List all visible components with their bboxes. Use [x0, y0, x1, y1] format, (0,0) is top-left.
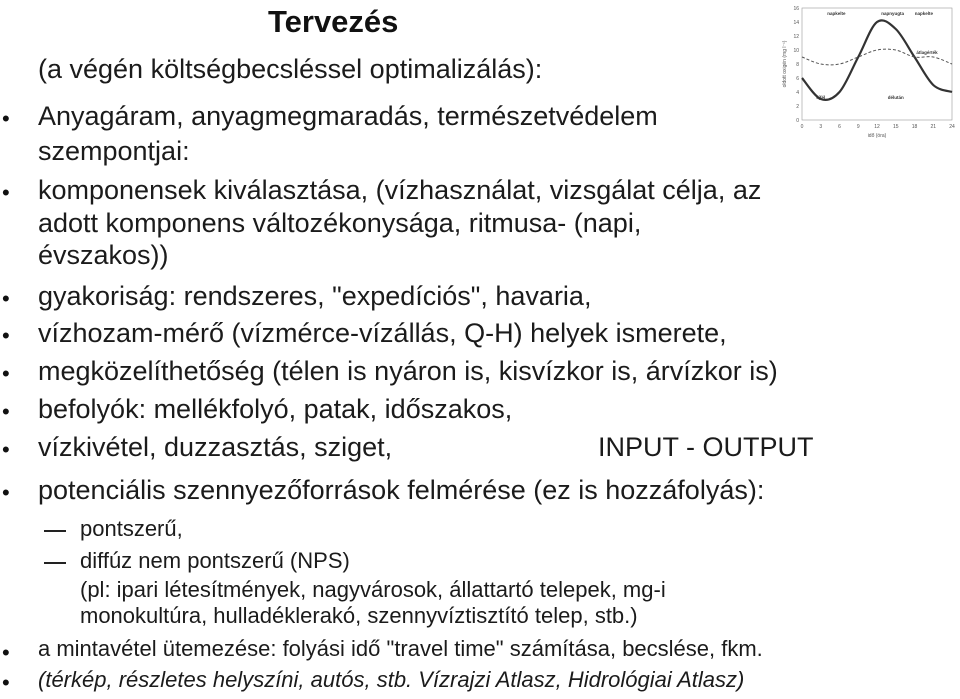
bullet-text: komponensek kiválasztása, (vízhasználat, vizsgálat célja, az [38, 175, 762, 205]
bullet-text: adott komponens változékonysága, ritmusa- (napi, [38, 208, 642, 238]
bullet-text: szempontjai: [38, 136, 190, 166]
bullet-text: évszakos)) [38, 240, 169, 270]
x-tick-label: 3 [819, 124, 823, 130]
bullet-icon: • [2, 437, 10, 462]
subitem-text: (pl: ipari létesítmények, nagyvárosok, állattartó telepek, mg-i [80, 577, 666, 602]
x-tick-label: 21 [930, 124, 937, 130]
bullet-text: a mintavétel ütemezése: folyási idő "travel time" számítása, becslése, fkm. [38, 636, 763, 661]
y-tick-label: 2 [796, 104, 799, 110]
bullet-icon: • [2, 286, 10, 311]
bullet-icon: • [2, 670, 10, 695]
bullet-text: (térkép, részletes helyszíni, autós, stb. Vízrajzi Atlasz, Hidrológiai Atlasz) [38, 667, 745, 692]
series-line [802, 20, 952, 100]
x-tick-label: 9 [856, 124, 860, 130]
bullet-icon: • [2, 323, 10, 348]
x-axis-label: idő (óra) [867, 133, 887, 139]
chart-annotation: délután [887, 95, 904, 100]
y-tick-label: 6 [796, 76, 799, 82]
y-tick-label: 10 [793, 48, 799, 54]
y-tick-label: 14 [793, 20, 799, 26]
input-output-label: INPUT - OUTPUT [598, 432, 814, 462]
chart-annotation: napkelte [827, 11, 846, 16]
chart-frame [802, 8, 952, 120]
bullet-text: befolyók: mellékfolyó, patak, időszakos, [38, 394, 513, 424]
x-tick-label: 6 [838, 124, 841, 130]
bullet-icon: • [2, 480, 10, 505]
bullet-icon: • [2, 640, 10, 665]
x-tick-label: 12 [874, 124, 880, 130]
chart-annotation: napkelte [914, 11, 934, 16]
chart-annotation: átlagérték [916, 50, 938, 55]
y-tick-label: 8 [796, 62, 799, 68]
bullet-text: megközelíthetőség (télen is nyáron is, kisvízkor is, árvízkor is) [38, 356, 778, 386]
bullet-text: gyakoriság: rendszeres, "expedíciós", havaria, [38, 281, 592, 311]
page-subtitle: (a végén költségbecsléssel optimalizálás): [38, 54, 543, 84]
page-title: Tervezés [268, 4, 399, 39]
subitem-text: monokultúra, hulladéklerakó, szennyvíztisztító telep, stb.) [80, 603, 638, 628]
chart-annotation: napnyugta [881, 11, 905, 16]
bullet-icon: • [2, 361, 10, 386]
chart-annotation: éjfél [816, 95, 826, 100]
bullet-text: potenciális szennyezőforrások felmérése (ez is hozzáfolyás): [38, 475, 765, 505]
bullet-icon: • [2, 106, 10, 131]
subitem-text: diffúz nem pontszerű (NPS) [80, 548, 350, 573]
y-tick-label: 16 [793, 6, 799, 12]
y-axis-label: oldott oxigén (mg l⁻¹) [782, 40, 788, 88]
bullet-icon: • [2, 180, 10, 205]
dissolved-oxygen-chart [780, 0, 960, 145]
y-tick-label: 12 [793, 34, 799, 40]
subitem-text: pontszerű, [80, 516, 183, 541]
x-tick-label: 15 [892, 124, 899, 130]
y-tick-label: 4 [796, 90, 799, 96]
bullet-text: vízkivétel, duzzasztás, sziget, [38, 432, 393, 462]
dash-icon [44, 562, 66, 564]
x-tick-label: 18 [911, 124, 918, 130]
dash-icon [44, 530, 66, 532]
bullet-icon: • [2, 399, 10, 424]
x-tick-label: 0 [800, 124, 804, 130]
bullet-text: Anyagáram, anyagmegmaradás, természetvédelem [38, 101, 658, 131]
x-tick-label: 24 [949, 124, 955, 130]
y-tick-label: 0 [796, 118, 799, 124]
bullet-text: vízhozam-mérő (vízmérce-vízállás, Q-H) helyek ismerete, [38, 318, 727, 348]
